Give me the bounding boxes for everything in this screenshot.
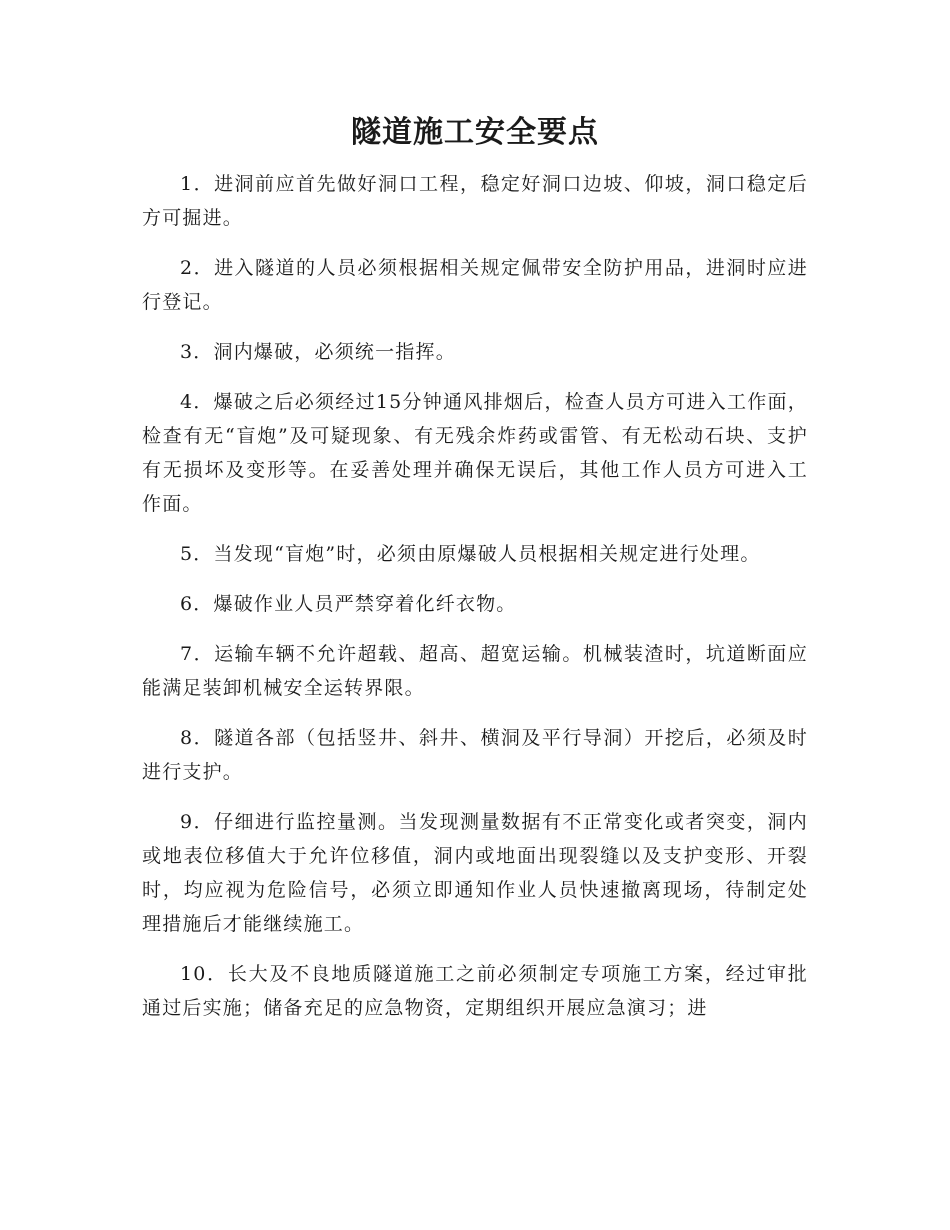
- paragraph-7: 7．运输车辆不允许超载、超高、超宽运输。机械装渣时，坑道断面应能满足装卸机械安全运转界限。: [142, 643, 808, 699]
- paragraph-4: 4．爆破之后必须经过15分钟通风排烟后，检查人员方可进入工作面，检查有无“盲炮”及可疑现象、有无残余炸药或雷管、有无松动石块、支护有无损坏及变形等。在妥善处理并确保无误后，其他工作人员方可进入工作面。: [142, 391, 808, 515]
- paragraph-2: 2．进入隧道的人员必须根据相关规定佩带安全防护用品，进洞时应进行登记。: [142, 257, 808, 313]
- paragraph-6: 6．爆破作业人员严禁穿着化纤衣物。: [180, 593, 517, 615]
- document-title: 隧道施工安全要点: [351, 115, 599, 150]
- paragraph-8: 8．隧道各部（包括竖井、斜井、横洞及平行导洞）开挖后，必须及时进行支护。: [142, 727, 808, 783]
- paragraph-1: 1．进洞前应首先做好洞口工程，稳定好洞口边坡、仰坡，洞口稳定后方可掘进。: [142, 173, 808, 229]
- paragraph-9: 9．仔细进行监控量测。当发现测量数据有不正常变化或者突变，洞内或地表位移值大于允许位移值，洞内或地面出现裂缝以及支护变形、开裂时，均应视为危险信号，必须立即通知作业人员快速撤离现场，待制定处理措施后才能继续施工。: [142, 811, 808, 935]
- document-body: [142, 167, 808, 1041]
- paragraph-5: 5．当发现“盲炮”时，必须由原爆破人员根据相关规定进行处理。: [180, 543, 761, 565]
- paragraph-3: 3．洞内爆破，必须统一指挥。: [180, 341, 456, 363]
- paragraph-10: 10．长大及不良地质隧道施工之前必须制定专项施工方案，经过审批通过后实施；储备充足的应急物资，定期组织开展应急演习；进: [142, 963, 808, 1019]
